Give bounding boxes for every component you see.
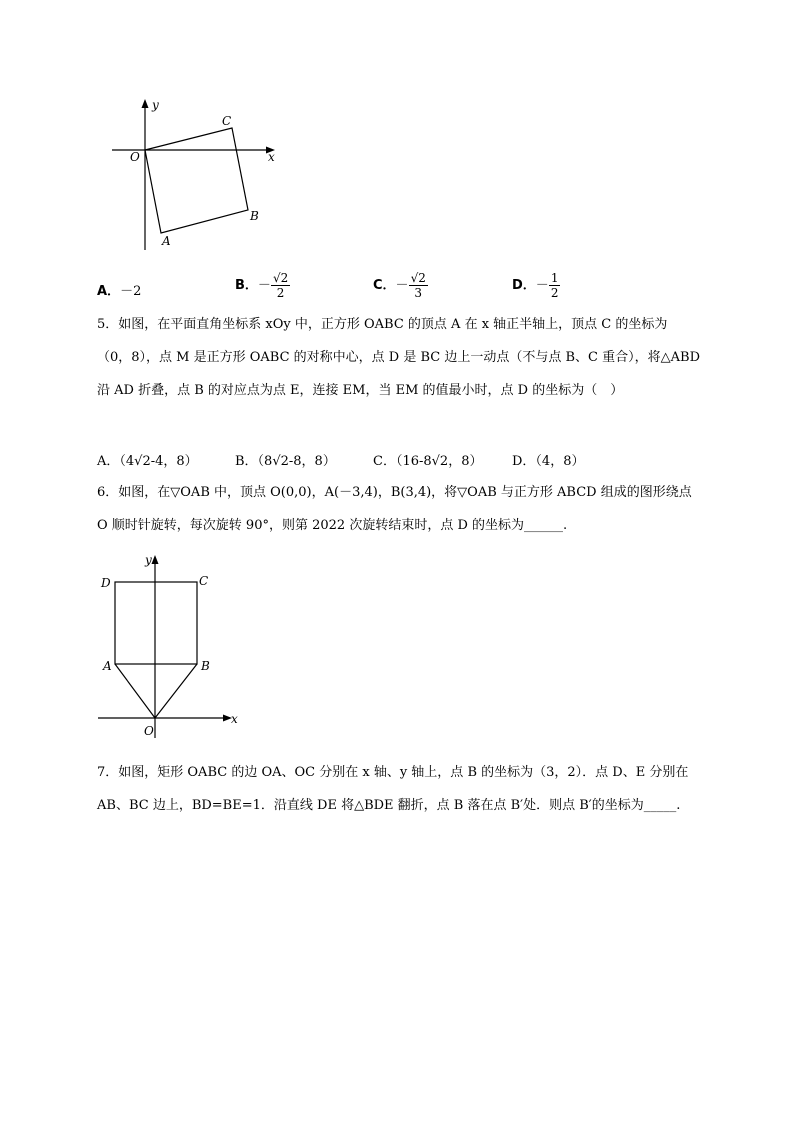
q4-option-b-num: √2 [272, 271, 289, 285]
q4-option-b-fraction [271, 271, 290, 300]
q4-option-d-den: 2 [550, 286, 559, 300]
q4-option-d-num: 1 [550, 271, 559, 285]
label-b: B [201, 659, 210, 673]
q5-line-3: 沿 AD 折叠，点 B 的对应点为点 E，连接 EM，当 EM 的值最小时，点 D 的坐标为（ ） [97, 383, 624, 398]
q4-option-c-fraction [409, 271, 428, 300]
q6-line-2: O 顺时针旋转，每次旋转 90°，则第 2022 次旋转结束时，点 D 的坐标为______. [97, 518, 568, 533]
q4-option-c-den: 3 [414, 286, 423, 300]
figure-q4-svg [100, 95, 290, 255]
q5-option-c: C．（16-8√2，8） [373, 454, 483, 469]
label-x: x [268, 150, 275, 164]
q4-option-a-value: －2 [120, 284, 142, 299]
q4-option-a [97, 280, 141, 299]
label-o: O [144, 724, 154, 738]
q4-option-b-letter: B． [235, 278, 258, 293]
q4-option-b-prefix: － [257, 278, 271, 293]
figure-q6-svg [95, 550, 255, 740]
q4-option-d-letter: D． [512, 278, 536, 293]
label-y: y [145, 553, 152, 567]
q4-option-c [373, 271, 428, 300]
label-a: A [103, 659, 112, 673]
q5-line-2: （0，8），点 M 是正方形 OABC 的对称中心，点 D 是 BC 边上一动点（不与点 B、C 重合），将△ABD [97, 350, 700, 365]
triangle-oab [115, 664, 197, 718]
label-x: x [231, 712, 238, 726]
label-c: C [222, 114, 232, 128]
q5-option-d: D．（4，8） [512, 454, 585, 469]
q5-option-a: A．（4√2-4，8） [97, 454, 198, 469]
q4-option-d [512, 271, 560, 300]
q4-option-c-num: √2 [410, 271, 426, 285]
q4-option-a-letter: A． [97, 284, 121, 299]
q4-option-b-den: 2 [276, 286, 285, 300]
figure-q6-triangle-and-square [95, 550, 255, 740]
label-y: y [152, 98, 159, 112]
y-axis-arrow [152, 555, 159, 564]
figure-q4-square-on-axes [100, 95, 290, 255]
q4-option-d-prefix: － [535, 278, 549, 293]
q5-line-1: 5．如图，在平面直角坐标系 xOy 中，正方形 OABC 的顶点 A 在 x 轴正半轴上，顶点 C 的坐标为 [97, 317, 668, 332]
q4-option-c-letter: C． [373, 278, 396, 293]
q4-option-c-prefix: － [395, 278, 409, 293]
label-b: B [250, 209, 259, 223]
y-axis-arrow [142, 99, 149, 108]
q4-option-d-fraction [549, 271, 561, 300]
label-a: A [162, 234, 171, 248]
square-abcd [115, 582, 197, 664]
q5-option-b: B．（8√2-8，8） [235, 454, 336, 469]
q7-line-2: AB、BC 边上，BD=BE=1．沿直线 DE 将△BDE 翻折，点 B 落在点 B′处．则点 B′的坐标为_____. [97, 798, 681, 813]
label-d: D [101, 576, 111, 590]
q4-option-b [235, 271, 290, 300]
q7-line-1: 7．如图，矩形 OABC 的边 OA、OC 分别在 x 轴、y 轴上，点 B 的坐标为（3，2）．点 D、E 分别在 [97, 765, 689, 780]
label-o: O [130, 150, 140, 164]
q6-line-1: 6．如图，在▽OAB 中，顶点 O(0,0)，A(－3,4)，B(3,4)，将▽OAB 与正方形 ABCD 组成的图形绕点 [97, 485, 692, 500]
square-oabc [145, 128, 248, 233]
label-c: C [199, 574, 209, 588]
